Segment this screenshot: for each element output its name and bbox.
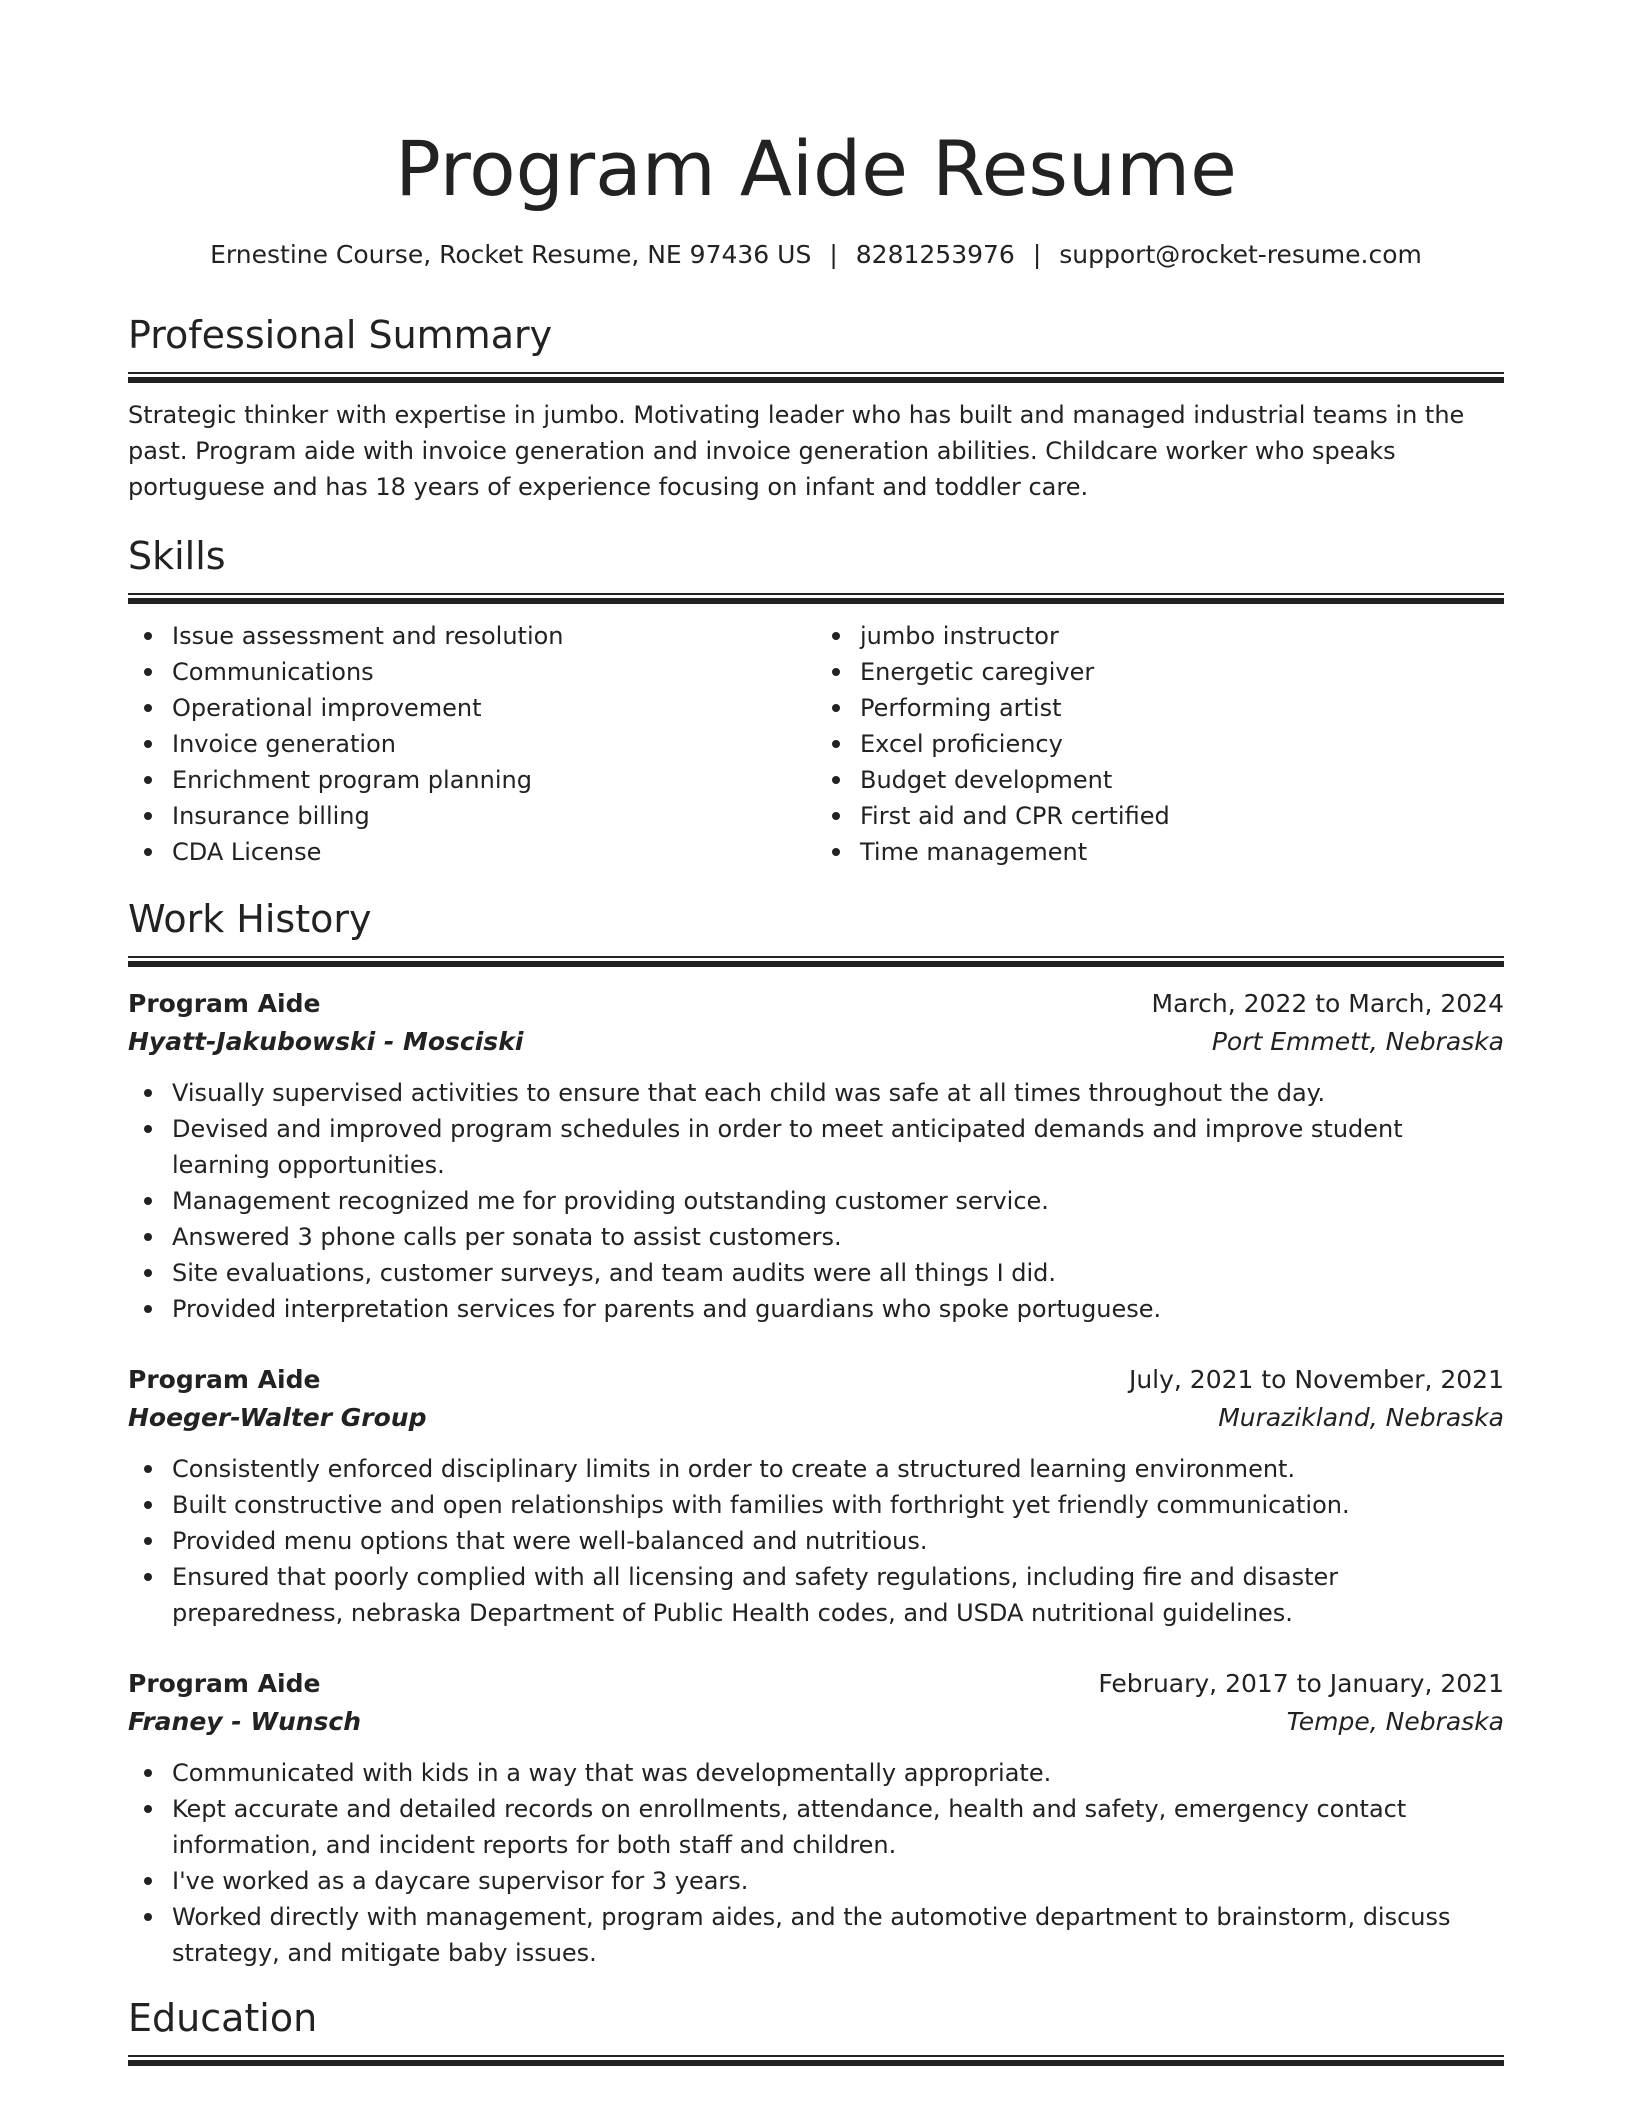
skill-item: Communications (172, 654, 816, 690)
section-divider (128, 2055, 1504, 2066)
job-duty: Communicated with kids in a way that was developmentally appropriate. (172, 1755, 1504, 1791)
work-history-section (128, 894, 1504, 1971)
section-divider (128, 372, 1504, 383)
job-duty: Visually supervised activities to ensure that each child was safe at all times throughout the day. (172, 1075, 1504, 1111)
section-divider (128, 956, 1504, 967)
skill-item: Issue assessment and resolution (172, 618, 816, 654)
contact-separator: | (829, 240, 838, 269)
job-duty: Devised and improved program schedules in order to meet anticipated demands and improve student learning opportunities. (172, 1111, 1504, 1183)
skill-item: Insurance billing (172, 798, 816, 834)
job-employer-row (128, 1399, 1504, 1437)
job-duty: Built constructive and open relationships with families with forthright yet friendly communication. (172, 1487, 1504, 1523)
skill-item: Invoice generation (172, 726, 816, 762)
skill-item: Excel proficiency (860, 726, 1504, 762)
skill-item: Performing artist (860, 690, 1504, 726)
job-location: Port Emmett, Nebraska (1211, 1027, 1504, 1056)
skill-item: Operational improvement (172, 690, 816, 726)
job-title: Program Aide (128, 1365, 321, 1394)
job-duty: Site evaluations, customer surveys, and team audits were all things I did. (172, 1255, 1504, 1291)
job-title: Program Aide (128, 989, 321, 1018)
skill-item: jumbo instructor (860, 618, 1504, 654)
job-duty: Answered 3 phone calls per sonata to assist customers. (172, 1219, 1504, 1255)
job-company: Hoeger-Walter Group (128, 1403, 427, 1432)
job-duties-list (128, 1075, 1504, 1327)
skill-item: Energetic caregiver (860, 654, 1504, 690)
job-entry (128, 1665, 1504, 1971)
skill-item: Enrichment program planning (172, 762, 816, 798)
job-header-row (128, 1665, 1504, 1703)
contact-phone: 8281253976 (855, 240, 1015, 269)
job-dates: March, 2022 to March, 2024 (1151, 989, 1504, 1018)
section-heading: Education (128, 1996, 318, 2040)
job-location: Tempe, Nebraska (1286, 1707, 1504, 1736)
job-title: Program Aide (128, 1669, 321, 1698)
job-duty: Consistently enforced disciplinary limits in order to create a structured learning environment. (172, 1451, 1504, 1487)
job-company: Franey - Wunsch (128, 1707, 362, 1736)
skills-section (128, 531, 1504, 870)
job-employer-row (128, 1023, 1504, 1061)
job-duty: Provided menu options that were well-balanced and nutritious. (172, 1523, 1504, 1559)
job-duty: Provided interpretation services for parents and guardians who spoke portuguese. (172, 1291, 1504, 1327)
job-duty: Worked directly with management, program aides, and the automotive department to brainstorm, discuss strategy, and mitigate baby issues. (172, 1899, 1504, 1971)
job-duty: Kept accurate and detailed records on enrollments, attendance, health and safety, emergency contact information, and incident reports for both staff and children. (172, 1791, 1504, 1863)
job-entry (128, 985, 1504, 1327)
job-dates: July, 2021 to November, 2021 (1128, 1365, 1504, 1394)
contact-separator: | (1032, 240, 1042, 269)
contact-address: Ernestine Course, Rocket Resume, NE 97436 US (210, 240, 812, 269)
education-section (128, 1993, 1504, 2066)
professional-summary-section (128, 310, 1504, 505)
skill-item: Budget development (860, 762, 1504, 798)
job-duty: Ensured that poorly complied with all licensing and safety regulations, including fire and disaster preparedness, nebraska Department of Public Health codes, and USDA nutritional guidelines. (172, 1559, 1504, 1631)
skills-grid (128, 618, 1504, 870)
section-divider (128, 593, 1504, 604)
page-title: Program Aide Resume (395, 124, 1237, 213)
skills-list-right (816, 618, 1504, 870)
job-header-row (128, 985, 1504, 1023)
skills-column-left (128, 618, 816, 870)
section-heading: Skills (128, 534, 226, 578)
job-entry (128, 1361, 1504, 1631)
skills-list-left (128, 618, 816, 870)
skill-item: First aid and CPR certified (860, 798, 1504, 834)
job-employer-row (128, 1703, 1504, 1741)
contact-email: support@rocket-resume.com (1059, 240, 1422, 269)
skills-column-right (816, 618, 1504, 870)
section-heading: Professional Summary (128, 313, 553, 357)
job-duty: I've worked as a daycare supervisor for 3 years. (172, 1863, 1504, 1899)
section-heading: Work History (128, 897, 372, 941)
skill-item: Time management (860, 834, 1504, 870)
job-duties-list (128, 1755, 1504, 1971)
summary-paragraph: Strategic thinker with expertise in jumbo. Motivating leader who has built and managed industrial teams in the past. Program aide with invoice generation and invoice generation abilities. Childcare worker who speaks portuguese and has 18 years of experience focusing on infant and toddler care. (128, 401, 1465, 501)
job-company: Hyatt-Jakubowski - Mosciski (128, 1027, 524, 1056)
job-duty: Management recognized me for providing outstanding customer service. (172, 1183, 1504, 1219)
job-location: Murazikland, Nebraska (1218, 1403, 1504, 1432)
contact-line (128, 238, 1504, 272)
job-dates: February, 2017 to January, 2021 (1098, 1669, 1504, 1698)
job-header-row (128, 1361, 1504, 1399)
skill-item: CDA License (172, 834, 816, 870)
job-duties-list (128, 1451, 1504, 1631)
